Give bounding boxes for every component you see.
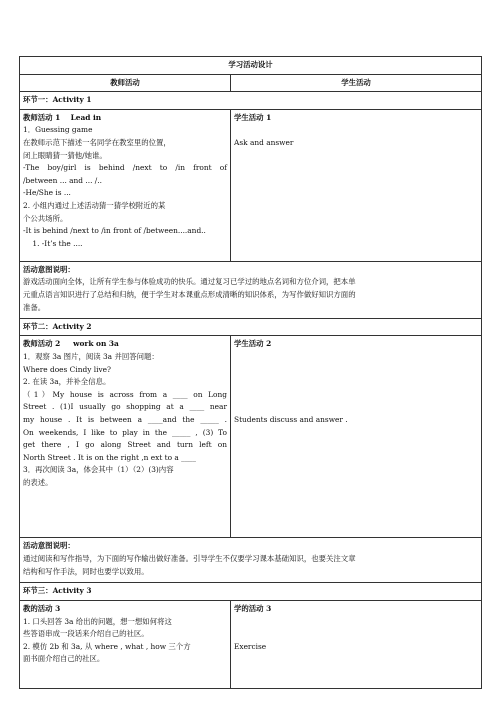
section1-student-cell bbox=[231, 109, 482, 261]
section2-teacher-line: Street . (1)I usually go shopping at a ____ near bbox=[23, 402, 227, 412]
section2-teacher-line: On weekends, I like to play in the _____ , (3) To bbox=[23, 427, 227, 437]
section2-teacher-line: （1）My house is across from a ____ on Long bbox=[23, 389, 227, 399]
section2-teacher-line: North Street . It is on the right ,n ext to a ____ bbox=[23, 452, 196, 462]
spacer bbox=[234, 364, 478, 377]
section1-teacher-line: -The boy/girl is behind /next to /in front of bbox=[23, 163, 227, 173]
section1-teacher-line: 闭上眼睛猜一猜他/她谁。 bbox=[23, 150, 107, 160]
section1-teacher-line: 个公共场所。 bbox=[23, 213, 68, 223]
section1-teacher-line: -He/She is ... bbox=[23, 188, 71, 198]
section1-teacher-line: -It is behind /next to /in front of /between....and.. bbox=[23, 226, 206, 236]
section2-intent-line: 结构和写作手法，同时也要学以致用。 bbox=[23, 566, 149, 576]
section2-student-title: 学生活动 2 bbox=[234, 339, 272, 349]
section3-teacher-line: 面书面介绍自己的社区。 bbox=[23, 654, 105, 664]
student-column-header: 学生活动 bbox=[231, 74, 482, 92]
section3-teacher-title: 教的活动 3 bbox=[23, 603, 61, 613]
section2-teacher-line: my house . It is between a ____and the _____ . bbox=[23, 414, 227, 424]
section1-header: 环节一：Activity 1 bbox=[20, 92, 482, 110]
section2-teacher-cell bbox=[20, 336, 231, 538]
section2-teacher-line: 1．观察 3a 图片，阅读 3a 并回答问题： bbox=[23, 351, 159, 361]
section3-teacher-cell bbox=[20, 600, 231, 688]
spacer bbox=[234, 376, 478, 389]
section1-intent-line: 元重点语言知识进行了总结和归纳，便于学生对本课重点形成清晰的知识体系，为写作做好知识方面的 bbox=[23, 289, 356, 299]
section3-student-text: Exercise bbox=[234, 641, 267, 651]
section1-intent-cell bbox=[20, 261, 482, 318]
section1-teacher-line: 1．Guessing game bbox=[23, 125, 93, 135]
section3-teacher-line: 些答语串成一段话来介绍自己的社区。 bbox=[23, 629, 149, 639]
section2-header: 环节二：Activity 2 bbox=[20, 318, 482, 336]
section3-header: 环节三：Activity 3 bbox=[20, 583, 482, 601]
section3-teacher-line: 1. 口头回答 3a 给出的问题，想一想如何将这 bbox=[23, 616, 172, 626]
section2-teacher-line: 2. 在读 3a，并补全信息。 bbox=[23, 377, 111, 387]
section1-teacher-line: /between ... and ... /.. bbox=[23, 175, 102, 185]
section1-teacher-line: 1. -It’s the .... bbox=[23, 238, 83, 248]
section2-teacher-line: 的表述。 bbox=[23, 477, 53, 487]
section1-teacher-title: 教师活动 1 Lead in bbox=[23, 112, 102, 122]
spacer bbox=[234, 401, 478, 414]
section2-intent-title: 活动意图说明： bbox=[23, 541, 75, 551]
spacer bbox=[234, 124, 478, 137]
teacher-column-header: 教师活动 bbox=[20, 74, 231, 92]
spacer bbox=[234, 389, 478, 402]
section1-teacher-line: 2. 小组内通过上述活动猜一猜学校附近的某 bbox=[23, 200, 166, 210]
section2-teacher-line: 3．再次阅读 3a，体会其中（1）（2）(3)内容 bbox=[23, 465, 174, 475]
section2-intent-cell bbox=[20, 538, 482, 583]
section3-student-cell bbox=[231, 600, 482, 688]
spacer bbox=[234, 616, 478, 629]
table-title: 学习活动设计 bbox=[20, 57, 482, 75]
section2-student-cell bbox=[231, 336, 482, 538]
spacer bbox=[234, 628, 478, 641]
section1-student-text: Ask and answer bbox=[234, 137, 294, 147]
section1-student-title: 学生活动 1 bbox=[234, 112, 272, 122]
spacer bbox=[234, 351, 478, 364]
section2-intent-line: 通过阅读和写作指导，为下面的写作输出做好准备。引导学生不仅要学习课本基础知识，也要关注文章 bbox=[23, 553, 356, 563]
section1-intent-line: 游戏活动面向全体，让所有学生参与体验成功的快乐。通过复习已学过的地点名词和方位介词，把本单 bbox=[23, 277, 356, 287]
section2-teacher-line: Where does Cindy live? bbox=[23, 364, 111, 374]
activity-design-table bbox=[19, 56, 482, 689]
section2-student-text: Students discuss and answer . bbox=[234, 414, 348, 424]
section2-teacher-line: get there , I go along Street and turn left on bbox=[23, 440, 227, 450]
section3-teacher-line: 2. 模仿 2b 和 3a, 从 where , what , how 三个方 bbox=[23, 641, 191, 651]
section1-teacher-line: 在教师示范下描述一名同学在教室里的位置， bbox=[23, 137, 171, 147]
section1-intent-title: 活动意图说明： bbox=[23, 264, 75, 274]
section1-intent-line: 准备。 bbox=[23, 302, 46, 312]
section2-teacher-title: 教师活动 2 work on 3a bbox=[23, 339, 119, 349]
section1-teacher-cell bbox=[20, 109, 231, 261]
section3-student-title: 学的活动 3 bbox=[234, 603, 272, 613]
